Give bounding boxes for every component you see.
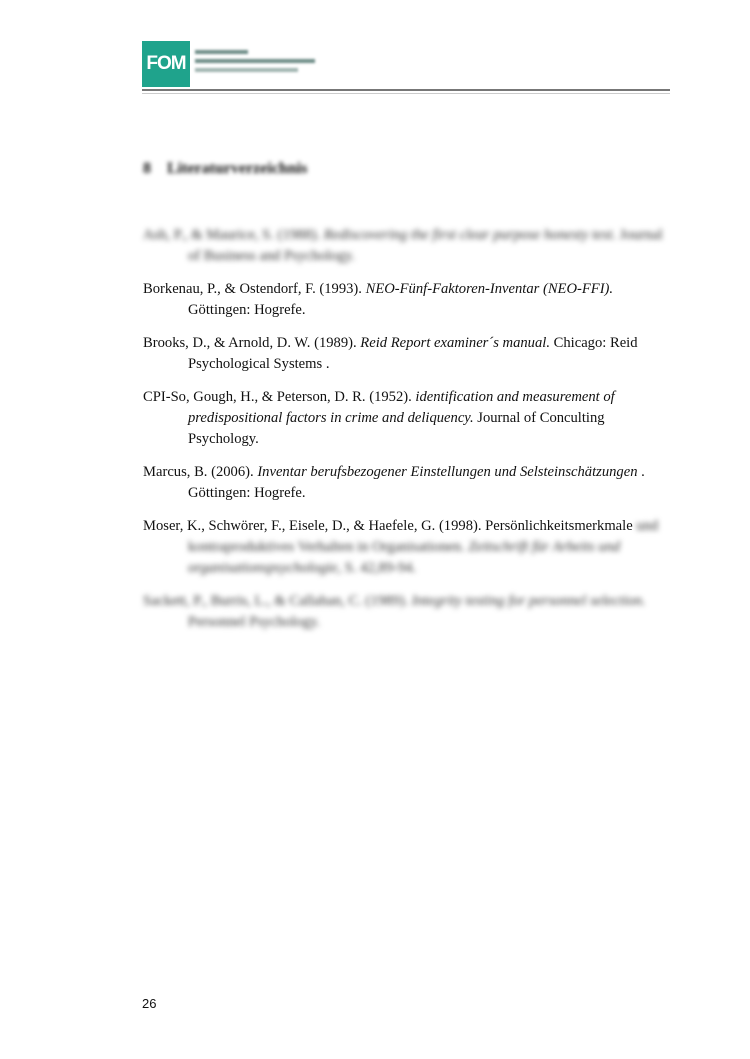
reference-title: Reid Report examiner´s manual. [360, 335, 550, 351]
reference-source: Göttingen: Hogrefe. [188, 302, 306, 318]
reference-title: Inventar berufsbezogener Einstellungen und Selsteinschätzungen [257, 464, 638, 480]
reference-entry [143, 333, 668, 375]
logo-subtitle [195, 50, 315, 77]
logo-line [195, 50, 248, 54]
section-title: Literaturverzeichnis [167, 160, 308, 177]
reference-blurred-title: Zeitschrift für Arbeits und organisationspsychologie [188, 539, 621, 576]
reference-title: Rediscovering the first clear purpose honesty test. [323, 227, 617, 243]
reference-title: NEO-Fünf-Faktoren-Inventar (NEO-FFI). [365, 281, 614, 297]
fom-logo: FOM [142, 41, 190, 87]
reference-entry [143, 387, 668, 450]
reference-entry [143, 225, 668, 267]
header-rule-secondary [142, 93, 670, 94]
reference-blurred-text: und kontraproduktives Verhalten in Organisationen. [188, 518, 659, 555]
reference-title: Integrity testing for personnel selection. [411, 593, 646, 609]
reference-list [143, 225, 668, 645]
reference-source: . Göttingen: Hogrefe. [188, 464, 645, 501]
reference-source: Journal of Conculting Psychology. [188, 410, 605, 447]
section-heading [143, 160, 307, 178]
logo-line [195, 59, 315, 63]
reference-blurred-source: , S. 42,89-94. [337, 560, 417, 576]
reference-source: Personnel Psychology. [188, 614, 321, 630]
reference-authors: Borkenau, P., & Ostendorf, F. (1993). [143, 281, 366, 297]
reference-entry [143, 279, 668, 321]
page-number: 26 [142, 996, 157, 1011]
reference-authors: CPI-So, Gough, H., & Peterson, D. R. (1952). [143, 389, 416, 405]
reference-authors: Brooks, D., & Arnold, D. W. (1989). [143, 335, 361, 351]
reference-authors: Marcus, B. (2006). [143, 464, 258, 480]
reference-authors: Moser, K., Schwörer, F., Eisele, D., & Haefele, G. (1998). Persönlichkeitsmerkmale [143, 518, 633, 534]
header-rule [142, 89, 670, 91]
reference-entry [143, 591, 668, 633]
reference-authors: Ash, P., & Maurice, S. (1988). [143, 227, 324, 243]
reference-source: Chicago: Reid Psychological Systems . [188, 335, 638, 372]
logo-line [195, 68, 298, 72]
reference-source: Journal of Business and Psychology. [188, 227, 663, 264]
reference-authors: Sackett, P., Burris, L., & Callahan, C. (1989). [143, 593, 412, 609]
reference-entry [143, 462, 668, 504]
reference-entry [143, 516, 668, 579]
reference-title: identification and measurement of predispositional factors in crime and deliquency. [188, 389, 615, 426]
section-number: 8 [143, 160, 151, 177]
